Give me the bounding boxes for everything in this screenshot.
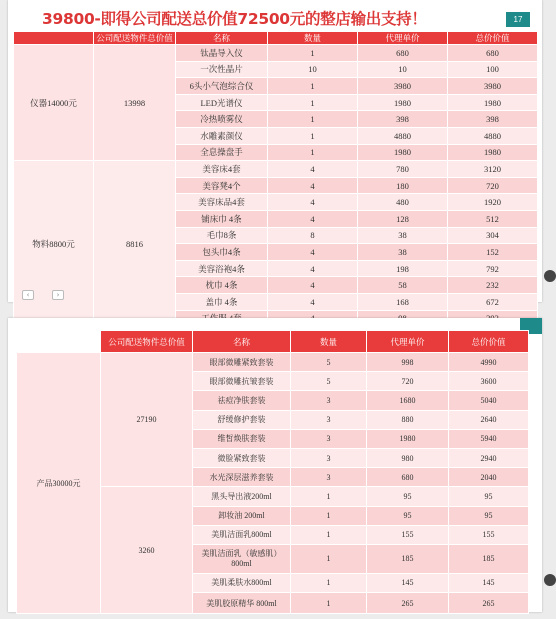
unit-price-cell: 1980: [358, 144, 448, 161]
total-price-cell: 3600: [449, 372, 529, 391]
total-price-cell: 5040: [449, 391, 529, 410]
category-cell: 产品30000元: [17, 353, 101, 614]
quantity-cell: 1: [268, 78, 358, 95]
header-name: 名称: [193, 331, 291, 353]
group-total-cell: 13998: [94, 45, 176, 161]
total-price-cell: 232: [448, 277, 538, 294]
page-number-badge: 17: [506, 12, 530, 27]
quantity-cell: 3: [291, 429, 367, 448]
unit-price-cell: 1980: [358, 94, 448, 111]
item-name-cell: 铺床巾 4条: [176, 210, 268, 227]
header-name: 名称: [176, 32, 268, 45]
total-price-cell: 95: [449, 487, 529, 506]
unit-price-cell: 480: [358, 194, 448, 211]
quantity-cell: 1: [268, 45, 358, 62]
unit-price-cell: 128: [358, 210, 448, 227]
slide-2: [8, 318, 542, 612]
quantity-cell: 1: [268, 94, 358, 111]
item-name-cell: 美容床4套: [176, 161, 268, 178]
unit-price-cell: 10: [358, 61, 448, 78]
item-name-cell: 枕巾 4条: [176, 277, 268, 294]
total-price-cell: 152: [448, 244, 538, 261]
item-name-cell: 毛巾8条: [176, 227, 268, 244]
total-price-cell: 5940: [449, 429, 529, 448]
quantity-cell: 4: [268, 161, 358, 178]
unit-price-cell: 1980: [367, 429, 449, 448]
nav-next-icon[interactable]: ›: [52, 290, 64, 300]
scroll-handle-icon[interactable]: [544, 574, 556, 586]
unit-price-cell: 880: [367, 410, 449, 429]
total-price-cell: 2640: [449, 410, 529, 429]
total-price-cell: 265: [449, 593, 529, 614]
item-name-cell: 美容浴袍4条: [176, 260, 268, 277]
header-blank: [14, 32, 94, 45]
quantity-cell: 1: [291, 573, 367, 592]
group-total-cell: 27190: [101, 353, 193, 487]
quantity-cell: 8: [268, 227, 358, 244]
unit-price-cell: 58: [358, 277, 448, 294]
quantity-cell: 4: [268, 210, 358, 227]
quantity-cell: 3: [291, 468, 367, 487]
unit-price-cell: 180: [358, 177, 448, 194]
total-price-cell: 1980: [448, 144, 538, 161]
total-price-cell: 2940: [449, 448, 529, 467]
unit-price-cell: 680: [358, 45, 448, 62]
quantity-cell: 3: [291, 448, 367, 467]
unit-price-cell: 398: [358, 111, 448, 128]
quantity-cell: 5: [291, 372, 367, 391]
header-blank: [17, 331, 101, 353]
scroll-handle-icon[interactable]: [544, 270, 556, 282]
table-row: [14, 161, 538, 178]
unit-price-cell: 198: [358, 260, 448, 277]
header-unit-price: 代理单价: [358, 32, 448, 45]
nav-prev-icon[interactable]: ‹: [22, 290, 34, 300]
quantity-cell: 4: [268, 260, 358, 277]
group-total-cell: 8816: [94, 161, 176, 327]
slide-1: [8, 0, 542, 307]
unit-price-cell: 168: [358, 293, 448, 310]
total-price-cell: 792: [448, 260, 538, 277]
quantity-cell: 3: [291, 410, 367, 429]
unit-price-cell: 95: [367, 487, 449, 506]
item-name-cell: 祛痘净肤套装: [193, 391, 291, 410]
quantity-cell: 4: [268, 177, 358, 194]
quantity-cell: 1: [291, 487, 367, 506]
unit-price-cell: 38: [358, 227, 448, 244]
total-price-cell: 4990: [449, 353, 529, 372]
total-price-cell: 720: [448, 177, 538, 194]
total-price-cell: 512: [448, 210, 538, 227]
item-name-cell: 眼部微雕抗皱套装: [193, 372, 291, 391]
header-total-value: 公司配送物件总价值: [94, 32, 176, 45]
unit-price-cell: 3980: [358, 78, 448, 95]
header-quantity: 数量: [291, 331, 367, 353]
total-price-cell: 145: [449, 573, 529, 592]
total-price-cell: 155: [449, 525, 529, 544]
unit-price-cell: 780: [358, 161, 448, 178]
slide-nav: [22, 290, 64, 300]
quantity-cell: 10: [268, 61, 358, 78]
quantity-cell: 4: [268, 244, 358, 261]
table-row: [17, 353, 529, 372]
header-unit-price: 代理单价: [367, 331, 449, 353]
item-name-cell: 全息操盘手: [176, 144, 268, 161]
unit-price-cell: 185: [367, 544, 449, 573]
quantity-cell: 4: [268, 293, 358, 310]
unit-price-cell: 1680: [367, 391, 449, 410]
total-price-cell: 398: [448, 111, 538, 128]
table-header-row: [14, 32, 538, 45]
slide-title: 39800-即得公司配送总价值72500元的整店输出支持！: [42, 10, 427, 28]
total-price-cell: 4880: [448, 127, 538, 144]
unit-price-cell: 720: [367, 372, 449, 391]
total-price-cell: 680: [448, 45, 538, 62]
item-name-cell: 钛晶导入仪: [176, 45, 268, 62]
item-name-cell: 一次性晶片: [176, 61, 268, 78]
category-cell: 仪器14000元: [14, 45, 94, 161]
quantity-cell: 1: [291, 544, 367, 573]
item-name-cell: 冷热喷雾仪: [176, 111, 268, 128]
item-name-cell: LED光谱仪: [176, 94, 268, 111]
item-name-cell: 黑头导出液200ml: [193, 487, 291, 506]
unit-price-cell: 980: [367, 448, 449, 467]
quantity-cell: 1: [268, 144, 358, 161]
total-price-cell: 3120: [448, 161, 538, 178]
unit-price-cell: 38: [358, 244, 448, 261]
total-price-cell: 1980: [448, 94, 538, 111]
category-cell: 物料8800元: [14, 161, 94, 327]
header-total-price: 总价价值: [449, 331, 529, 353]
total-price-cell: 1920: [448, 194, 538, 211]
item-name-cell: 舒缓修护套装: [193, 410, 291, 429]
total-price-cell: 95: [449, 506, 529, 525]
item-name-cell: 6头小气泡综合仪: [176, 78, 268, 95]
total-price-cell: 2040: [449, 468, 529, 487]
total-price-cell: 185: [449, 544, 529, 573]
equipment-table: [13, 31, 538, 327]
group-total-cell: 3260: [101, 487, 193, 614]
unit-price-cell: 4880: [358, 127, 448, 144]
item-name-cell: 美肌洁面乳（敏感肌）800ml: [193, 544, 291, 573]
item-name-cell: 美容床品4套: [176, 194, 268, 211]
header-total-value: 公司配送物件总价值: [101, 331, 193, 353]
quantity-cell: 4: [268, 277, 358, 294]
table-row: [14, 45, 538, 62]
header-total-price: 总价价值: [448, 32, 538, 45]
item-name-cell: 卸妆油 200ml: [193, 506, 291, 525]
unit-price-cell: 998: [367, 353, 449, 372]
quantity-cell: 4: [268, 194, 358, 211]
total-price-cell: 304: [448, 227, 538, 244]
unit-price-cell: 155: [367, 525, 449, 544]
item-name-cell: 眼部微雕紧致套装: [193, 353, 291, 372]
total-price-cell: 100: [448, 61, 538, 78]
item-name-cell: 美肌洁面乳800ml: [193, 525, 291, 544]
quantity-cell: 1: [291, 525, 367, 544]
table-header-row: [17, 331, 529, 353]
item-name-cell: 美容凳4个: [176, 177, 268, 194]
unit-price-cell: 265: [367, 593, 449, 614]
unit-price-cell: 145: [367, 573, 449, 592]
item-name-cell: 微脸紧致套装: [193, 448, 291, 467]
quantity-cell: 1: [268, 127, 358, 144]
item-name-cell: 水光深层滋养套装: [193, 468, 291, 487]
item-name-cell: 水雕素颜仪: [176, 127, 268, 144]
quantity-cell: 5: [291, 353, 367, 372]
quantity-cell: 3: [291, 391, 367, 410]
item-name-cell: 美肌胶原精华 800ml: [193, 593, 291, 614]
item-name-cell: 盖巾 4条: [176, 293, 268, 310]
header-quantity: 数量: [268, 32, 358, 45]
quantity-cell: 1: [268, 111, 358, 128]
quantity-cell: 1: [291, 593, 367, 614]
quantity-cell: 1: [291, 506, 367, 525]
products-table: [16, 330, 529, 614]
total-price-cell: 3980: [448, 78, 538, 95]
unit-price-cell: 680: [367, 468, 449, 487]
item-name-cell: 维皙焕肤套装: [193, 429, 291, 448]
item-name-cell: 美肌柔肤水800ml: [193, 573, 291, 592]
item-name-cell: 包头巾4条: [176, 244, 268, 261]
unit-price-cell: 95: [367, 506, 449, 525]
total-price-cell: 672: [448, 293, 538, 310]
